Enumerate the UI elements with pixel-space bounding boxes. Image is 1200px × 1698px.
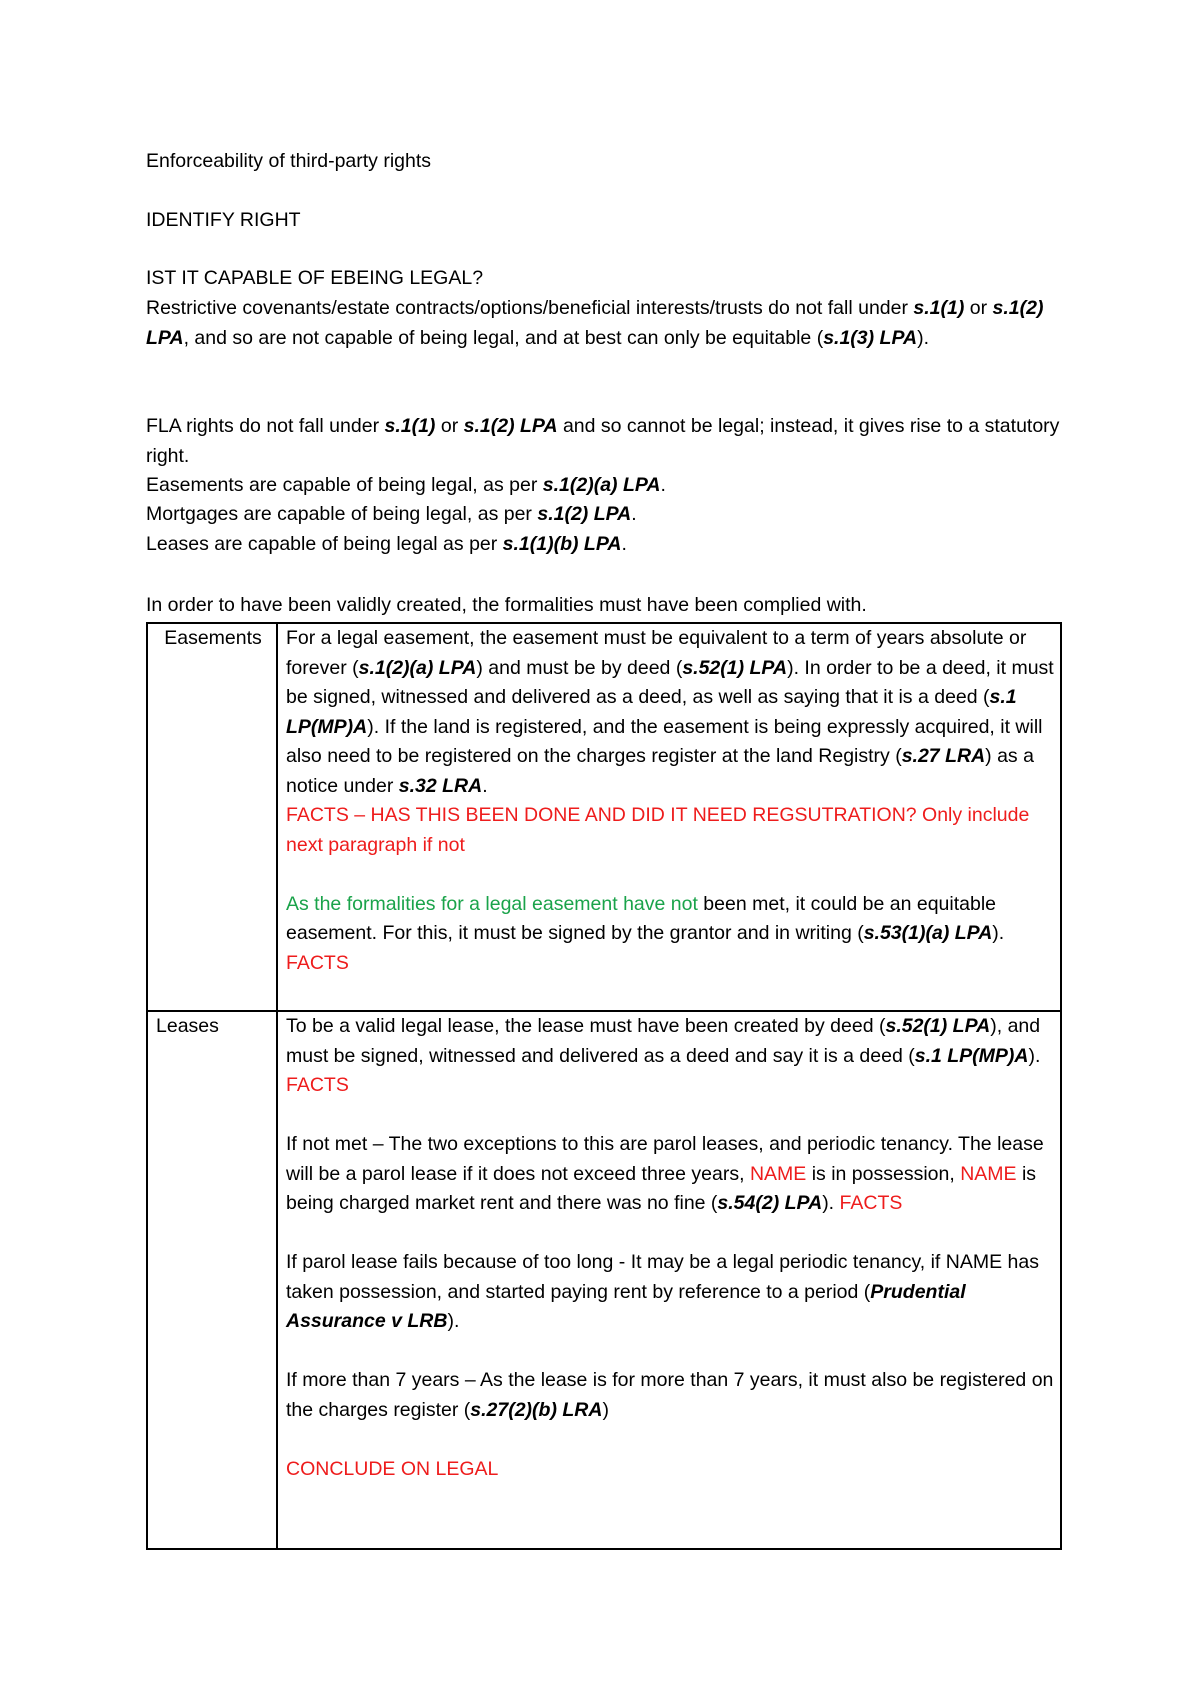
table-row-leases bbox=[147, 1011, 1061, 1549]
row-label-leases: Leases bbox=[147, 1011, 277, 1549]
document-title: Enforceability of third-party rights bbox=[146, 150, 432, 172]
paragraph-mortgages-legal: Mortgages are capable of being legal, as per s.1(2) LPA. bbox=[146, 503, 637, 525]
capable-legal-heading: IST IT CAPABLE OF EBEING LEGAL? bbox=[146, 267, 484, 289]
leases-content-cell bbox=[277, 1011, 1061, 1549]
leases-registration-paragraph: If more than 7 years – As the lease is for more than 7 years, it must also be registered on the charges register (s.27(2)(b) LRA) bbox=[286, 1369, 1054, 1421]
paragraph-fla-rights: FLA rights do not fall under s.1(1) or s.1(2) LPA and so cannot be legal; instead, it gives rise to a statutory right. bbox=[146, 415, 1060, 467]
paragraph-leases-legal: Leases are capable of being legal as per s.1(1)(b) LPA. bbox=[146, 533, 627, 555]
leases-parol-paragraph: If not met – The two exceptions to this are parol leases, and periodic tenancy. The lease will be a parol lease if it does not exceed three years, NAME is in possession, NAME is being charged market rent and there was no fine (s.54(2) LPA). FACTS bbox=[286, 1133, 1044, 1214]
easements-content-cell bbox=[277, 623, 1061, 1011]
leases-periodic-paragraph: If parol lease fails because of too long - It may be a legal periodic tenancy, if NAME has taken possession, and started paying rent by reference to a period (Prudential Assurance v LRB). bbox=[286, 1251, 1039, 1332]
leases-valid-paragraph: To be a valid legal lease, the lease must have been created by deed (s.52(1) LPA), and must be signed, witnessed and delivered as a deed and say it is a deed (s.1 LP(MP)A). FACTS bbox=[286, 1015, 1041, 1096]
leases-conclude: CONCLUDE ON LEGAL bbox=[286, 1457, 499, 1480]
easements-equitable-paragraph: As the formalities for a legal easement have not been met, it could be an equitable easement. For this, it must be signed by the grantor and in writing (s.53(1)(a) LPA). FACTS bbox=[286, 892, 1005, 974]
paragraph-restrictive-covenants: Restrictive covenants/estate contracts/options/beneficial interests/trusts do not fall under s.1(1) or s.1(2) LPA, and so are not capable of being legal, and at best can only be equitable (s.1(3) LPA). bbox=[146, 297, 1044, 349]
row-label-easements: Easements bbox=[147, 623, 277, 1011]
identify-right-heading: IDENTIFY RIGHT bbox=[146, 209, 301, 231]
easements-facts-note: FACTS – HAS THIS BEEN DONE AND DID IT NEED REGSUTRATION? Only include next paragraph if not bbox=[286, 804, 1030, 856]
paragraph-formalities: In order to have been validly created, the formalities must have been complied with. bbox=[146, 594, 867, 616]
formalities-table bbox=[146, 622, 1062, 1550]
paragraph-easements-legal: Easements are capable of being legal, as per s.1(2)(a) LPA. bbox=[146, 474, 666, 496]
easements-legal-paragraph: For a legal easement, the easement must be equivalent to a term of years absolute or forever (s.1(2)(a) LPA) and must be by deed (s.52(1) LPA). In order to be a deed, it must be signed, witnessed and delivered as a deed, as well as saying that it is a deed (s.1 LP(MP)A). If the land is registered, and the easement is being expressly acquired, it will also need to be registered on the charges register at the land Registry (s.27 LRA) as a notice under s.32 LRA. bbox=[286, 627, 1054, 797]
table-row-easements bbox=[147, 623, 1061, 1011]
